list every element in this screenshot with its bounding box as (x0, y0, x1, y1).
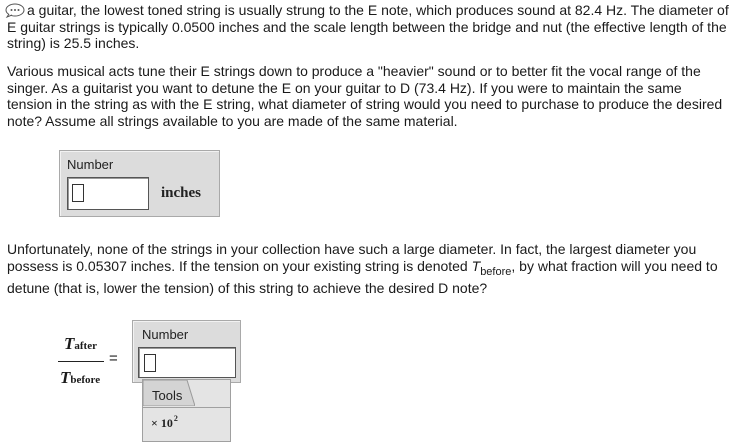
fraction-denominator: Tbefore (60, 368, 101, 387)
text-cursor-icon (144, 354, 156, 372)
tools-panel (142, 379, 231, 442)
fraction-bar (58, 361, 104, 362)
problem-intro-paragraph: a guitar, the lowest toned string is usually strung to the E note, which produces sound at 82.4 Hz. The diameter of E guitar strings is typically 0.0500 inches and the scale length between the bridge and nut (the effective length of the string) is 25.5 inches. (7, 2, 729, 51)
tension-fraction (58, 334, 106, 394)
answer-1-input[interactable] (67, 177, 149, 210)
answer-2-panel (132, 320, 241, 383)
tools-divider (143, 407, 230, 408)
scientific-notation-button[interactable]: × $10^2$ (151, 414, 178, 430)
equals-sign: = (109, 350, 118, 367)
answer-1-number-label: Number (67, 157, 114, 172)
text-cursor-icon (72, 184, 84, 202)
problem-question-1: Various musical acts tune their E strings down to produce a "heavier" sound or to better fit the vocal range of the singer. As a guitarist you want to detune the E on your guitar to D (73.4 Hz). If you were to maintain the same tension in the string as with the E string, what diameter of string would you need to purchase to produce the desired note? Assume all strings available to you are made of the same material. (7, 63, 723, 129)
tools-tab-label: Tools (152, 388, 183, 403)
problem-question-2: Unfortunately, none of the strings in your collection have such a large diameter. In fact, the largest diameter you possess is 0.05307 inches. If the tension on your existing string is denoted $T_{before}$, by what fraction will you need to detune (that is, lower the tension) of this string to achieve the desired D note? (7, 241, 718, 296)
answer-1-panel (59, 150, 220, 217)
answer-2-input[interactable] (138, 347, 236, 378)
fraction-numerator: Tafter (64, 334, 97, 353)
answer-1-unit: inches (161, 185, 202, 201)
answer-2-number-label: Number (142, 327, 189, 342)
